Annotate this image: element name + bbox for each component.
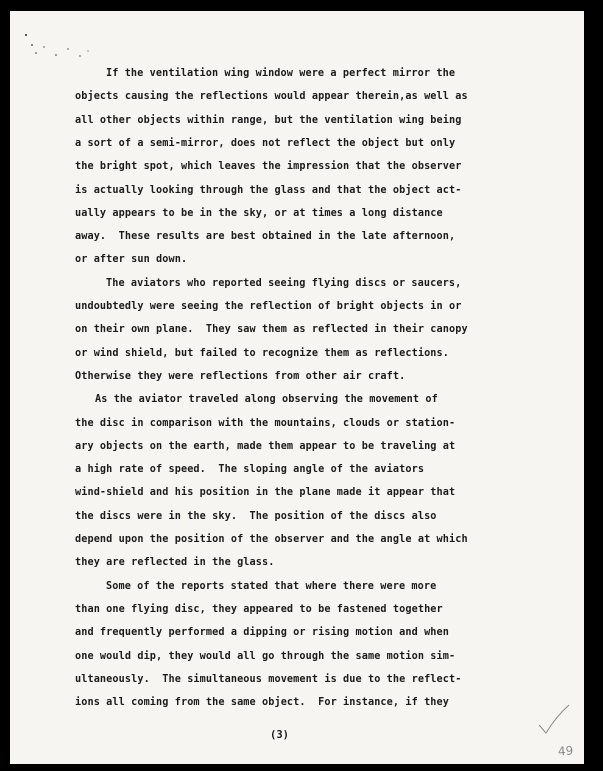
text-line: or after sun down.	[75, 254, 188, 266]
text-line: Some of the reports stated that where there were more	[106, 580, 437, 592]
text-line: depend upon the position of the observer and the angle at which	[75, 534, 468, 545]
text-line: ually appears to be in the sky, or at times a long distance	[75, 207, 443, 219]
page-number: (3)	[270, 729, 289, 741]
text-line: If the ventilation wing window were a perfect mirror the	[106, 68, 456, 79]
text-line: the discs were in the sky. The position of the discs also	[75, 510, 437, 522]
text-line: the disc in comparison with the mountains, clouds or station-	[75, 417, 456, 429]
text-line: away. These results are best obtained in the late afternoon,	[75, 231, 456, 243]
text-line: undoubtedly were seeing the reflection of bright objects in or	[75, 301, 462, 312]
text-line: all other objects within range, but the ventilation wing being	[75, 114, 462, 126]
text-line: they are reflected in the glass.	[75, 557, 275, 569]
text-line: and frequently performed a dipping or rising motion and when	[75, 627, 450, 639]
text-line: the bright spot, which leaves the impression that the observer	[75, 161, 462, 173]
text-line: ultaneously. The simultaneous movement is due to the reflect-	[75, 673, 462, 685]
text-line: than one flying disc, they appeared to be fastened together	[75, 603, 443, 615]
text-line: a high rate of speed. The sloping angle of the aviators	[75, 464, 425, 476]
typed-text-body	[10, 11, 584, 764]
text-line: ions all coming from the same object. For instance, if they	[75, 697, 450, 709]
handwritten-checkmark-icon	[536, 701, 572, 737]
text-line: one would dip, they would all go through the same motion sim-	[75, 650, 456, 662]
text-line: As the aviator traveled along observing the movement of	[95, 394, 438, 406]
text-line: ary objects on the earth, made them appear to be traveling at	[75, 440, 456, 452]
text-line: The aviators who reported seeing flying discs or saucers,	[106, 277, 462, 289]
text-line: is actually looking through the glass and that the object act-	[75, 184, 462, 196]
handwritten-page-number: 49	[557, 743, 574, 759]
text-line: on their own plane. They saw them as reflected in their canopy	[75, 324, 468, 336]
document-page	[10, 11, 584, 764]
text-line: a sort of a semi-mirror, does not reflect the object but only	[75, 137, 456, 149]
text-line: or wind shield, but failed to recognize them as reflections.	[75, 347, 450, 359]
text-line: objects causing the reflections would appear therein,as well as	[75, 91, 468, 103]
text-line: wind-shield and his position in the plane made it appear that	[75, 487, 456, 499]
text-line: Otherwise they were reflections from other air craft.	[75, 370, 406, 382]
